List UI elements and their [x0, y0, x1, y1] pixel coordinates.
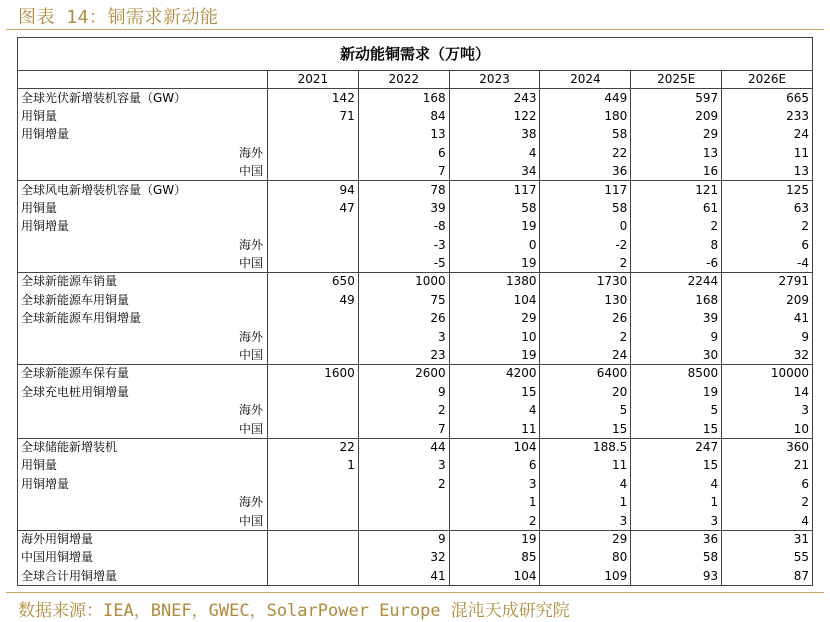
value-cell: 80 [540, 549, 631, 567]
value-cell [358, 512, 449, 530]
value-cell: 19 [449, 218, 540, 236]
value-cell: 5 [540, 402, 631, 420]
year-header: 2021 [268, 71, 359, 89]
row-sublabel: 海外 [18, 402, 268, 420]
value-cell: 84 [358, 107, 449, 125]
value-cell [268, 218, 359, 236]
table-row [18, 162, 813, 180]
value-cell: 87 [722, 567, 813, 585]
value-cell: 209 [631, 107, 722, 125]
value-cell: 2 [722, 218, 813, 236]
row-sublabel: 海外 [18, 236, 268, 254]
row-sublabel: 海外 [18, 328, 268, 346]
table-row [18, 493, 813, 511]
value-cell: 14 [722, 383, 813, 401]
value-cell: 21 [722, 457, 813, 475]
row-label: 中国用铜增量 [18, 549, 268, 567]
value-cell: 63 [722, 199, 813, 217]
value-cell: 122 [449, 107, 540, 125]
value-cell: 15 [631, 457, 722, 475]
value-cell: 29 [631, 126, 722, 144]
value-cell: 7 [358, 420, 449, 438]
value-cell: 13 [631, 144, 722, 162]
value-cell: 4 [449, 402, 540, 420]
value-cell: 121 [631, 181, 722, 199]
value-cell: 597 [631, 89, 722, 107]
value-cell: 58 [631, 549, 722, 567]
value-cell: 31 [722, 530, 813, 548]
value-cell [268, 402, 359, 420]
table-row [18, 530, 813, 548]
row-sublabel: 中国 [18, 346, 268, 364]
row-label: 海外用铜增量 [18, 530, 268, 548]
row-label: 全球储能新增装机 [18, 438, 268, 456]
value-cell: 1 [540, 493, 631, 511]
value-cell: 117 [540, 181, 631, 199]
value-cell: 4 [631, 475, 722, 493]
value-cell: 15 [540, 420, 631, 438]
value-cell: 125 [722, 181, 813, 199]
value-cell: 1 [631, 493, 722, 511]
row-label: 用铜增量 [18, 475, 268, 493]
value-cell: 19 [449, 530, 540, 548]
value-cell: 2 [358, 475, 449, 493]
value-cell: 130 [540, 291, 631, 309]
value-cell: 22 [268, 438, 359, 456]
value-cell: 11 [449, 420, 540, 438]
value-cell: 1600 [268, 365, 359, 383]
value-cell: 665 [722, 89, 813, 107]
table-row [18, 365, 813, 383]
row-sublabel: 海外 [18, 493, 268, 511]
table-row [18, 218, 813, 236]
value-cell: 7 [358, 162, 449, 180]
top-divider [6, 29, 824, 30]
row-label: 用铜量 [18, 107, 268, 125]
value-cell: 49 [268, 291, 359, 309]
value-cell: 34 [449, 162, 540, 180]
row-label: 用铜增量 [18, 126, 268, 144]
table-row [18, 438, 813, 456]
value-cell: 142 [268, 89, 359, 107]
value-cell: 6 [449, 457, 540, 475]
value-cell: 2 [722, 493, 813, 511]
value-cell: 26 [358, 310, 449, 328]
table-row [18, 310, 813, 328]
value-cell: 44 [358, 438, 449, 456]
value-cell: 11 [722, 144, 813, 162]
value-cell: 168 [358, 89, 449, 107]
value-cell: 3 [540, 512, 631, 530]
year-header-row [18, 71, 813, 89]
value-cell: 19 [449, 346, 540, 364]
table-row [18, 549, 813, 567]
value-cell: 24 [540, 346, 631, 364]
row-label: 全球新能源车销量 [18, 273, 268, 291]
table-row [18, 181, 813, 199]
value-cell: 8500 [631, 365, 722, 383]
value-cell [358, 493, 449, 511]
value-cell: 58 [540, 199, 631, 217]
row-label: 用铜增量 [18, 218, 268, 236]
value-cell [268, 567, 359, 585]
value-cell: 1000 [358, 273, 449, 291]
value-cell: 650 [268, 273, 359, 291]
value-cell: 4200 [449, 365, 540, 383]
value-cell [268, 420, 359, 438]
table-row [18, 273, 813, 291]
value-cell: 0 [540, 218, 631, 236]
value-cell: 2 [449, 512, 540, 530]
row-label: 用铜量 [18, 199, 268, 217]
bottom-divider [6, 592, 824, 593]
value-cell: 36 [631, 530, 722, 548]
value-cell: 30 [631, 346, 722, 364]
header-blank-cell [18, 71, 268, 89]
table-row [18, 512, 813, 530]
value-cell: 38 [449, 126, 540, 144]
value-cell: 104 [449, 291, 540, 309]
value-cell: 15 [449, 383, 540, 401]
value-cell: 209 [722, 291, 813, 309]
value-cell: 360 [722, 438, 813, 456]
value-cell: 2 [540, 328, 631, 346]
value-cell: 39 [358, 199, 449, 217]
value-cell: 233 [722, 107, 813, 125]
value-cell: -5 [358, 254, 449, 272]
value-cell: 3 [722, 402, 813, 420]
value-cell: 5 [631, 402, 722, 420]
table-row [18, 291, 813, 309]
value-cell: -4 [722, 254, 813, 272]
value-cell: 10 [449, 328, 540, 346]
value-cell [268, 236, 359, 254]
table-row [18, 328, 813, 346]
value-cell: 13 [358, 126, 449, 144]
value-cell [268, 512, 359, 530]
table-caption: 新动能铜需求（万吨） [18, 38, 813, 71]
value-cell: 23 [358, 346, 449, 364]
value-cell: 58 [449, 199, 540, 217]
value-cell [268, 254, 359, 272]
table-container [17, 37, 813, 586]
row-sublabel: 海外 [18, 144, 268, 162]
table-row [18, 402, 813, 420]
value-cell: 168 [631, 291, 722, 309]
value-cell [268, 126, 359, 144]
value-cell: 3 [358, 457, 449, 475]
value-cell: 41 [722, 310, 813, 328]
value-cell: 9 [631, 328, 722, 346]
value-cell: 10 [722, 420, 813, 438]
value-cell: 109 [540, 567, 631, 585]
table-row [18, 420, 813, 438]
value-cell: 15 [631, 420, 722, 438]
figure-title: 图表 14：铜需求新动能 [18, 7, 219, 28]
value-cell: 449 [540, 89, 631, 107]
table-row [18, 475, 813, 493]
row-label: 全球充电桩用铜增量 [18, 383, 268, 401]
table-row [18, 457, 813, 475]
value-cell: 6 [722, 475, 813, 493]
value-cell: 9 [722, 328, 813, 346]
value-cell: 55 [722, 549, 813, 567]
value-cell: -2 [540, 236, 631, 254]
row-label: 全球合计用铜增量 [18, 567, 268, 585]
row-label: 全球新能源车用铜量 [18, 291, 268, 309]
value-cell: -6 [631, 254, 722, 272]
value-cell: 1380 [449, 273, 540, 291]
value-cell: 2600 [358, 365, 449, 383]
value-cell: 26 [540, 310, 631, 328]
value-cell: 32 [358, 549, 449, 567]
value-cell: 3 [358, 328, 449, 346]
value-cell: 4 [722, 512, 813, 530]
value-cell: 117 [449, 181, 540, 199]
value-cell: -3 [358, 236, 449, 254]
value-cell: 29 [449, 310, 540, 328]
table-row [18, 254, 813, 272]
row-label: 全球风电新增装机容量（GW） [18, 181, 268, 199]
value-cell: 1 [449, 493, 540, 511]
value-cell: 6 [722, 236, 813, 254]
value-cell: 39 [631, 310, 722, 328]
value-cell: 19 [449, 254, 540, 272]
value-cell: 104 [449, 438, 540, 456]
value-cell: 78 [358, 181, 449, 199]
row-label: 全球光伏新增装机容量（GW） [18, 89, 268, 107]
value-cell: 3 [449, 475, 540, 493]
value-cell: 247 [631, 438, 722, 456]
value-cell: 13 [722, 162, 813, 180]
row-sublabel: 中国 [18, 254, 268, 272]
table-row [18, 199, 813, 217]
value-cell: 8 [631, 236, 722, 254]
table-row [18, 346, 813, 364]
value-cell: 71 [268, 107, 359, 125]
table-row [18, 383, 813, 401]
value-cell: 41 [358, 567, 449, 585]
value-cell: 4 [540, 475, 631, 493]
year-header: 2023 [449, 71, 540, 89]
table-row [18, 567, 813, 585]
value-cell: 3 [631, 512, 722, 530]
year-header: 2026E [722, 71, 813, 89]
value-cell: 180 [540, 107, 631, 125]
value-cell [268, 493, 359, 511]
value-cell: 104 [449, 567, 540, 585]
value-cell: 188.5 [540, 438, 631, 456]
value-cell: 2 [540, 254, 631, 272]
value-cell: 243 [449, 89, 540, 107]
value-cell: 6400 [540, 365, 631, 383]
row-label: 用铜量 [18, 457, 268, 475]
value-cell: -8 [358, 218, 449, 236]
value-cell: 58 [540, 126, 631, 144]
value-cell: 2244 [631, 273, 722, 291]
value-cell [268, 549, 359, 567]
year-header: 2022 [358, 71, 449, 89]
value-cell [268, 530, 359, 548]
table-row [18, 89, 813, 107]
value-cell: 47 [268, 199, 359, 217]
value-cell [268, 162, 359, 180]
table-row [18, 236, 813, 254]
value-cell: 94 [268, 181, 359, 199]
row-label: 全球新能源车用铜增量 [18, 310, 268, 328]
value-cell [268, 310, 359, 328]
value-cell: 32 [722, 346, 813, 364]
value-cell [268, 383, 359, 401]
value-cell [268, 346, 359, 364]
value-cell: 2 [631, 218, 722, 236]
value-cell: 22 [540, 144, 631, 162]
copper-demand-table [17, 37, 813, 586]
value-cell: 19 [631, 383, 722, 401]
value-cell: 93 [631, 567, 722, 585]
value-cell: 75 [358, 291, 449, 309]
row-label: 全球新能源车保有量 [18, 365, 268, 383]
value-cell: 6 [358, 144, 449, 162]
value-cell: 11 [540, 457, 631, 475]
row-sublabel: 中国 [18, 162, 268, 180]
table-row [18, 126, 813, 144]
source-note: 数据来源：IEA，BNEF，GWEC，SolarPower Europe 混沌天成研究院 [18, 601, 570, 621]
value-cell: 85 [449, 549, 540, 567]
value-cell: 4 [449, 144, 540, 162]
value-cell: 36 [540, 162, 631, 180]
value-cell: 29 [540, 530, 631, 548]
value-cell [268, 144, 359, 162]
row-sublabel: 中国 [18, 420, 268, 438]
value-cell: 1730 [540, 273, 631, 291]
row-sublabel: 中国 [18, 512, 268, 530]
value-cell: 1 [268, 457, 359, 475]
value-cell: 2791 [722, 273, 813, 291]
table-row [18, 107, 813, 125]
value-cell: 9 [358, 530, 449, 548]
value-cell: 10000 [722, 365, 813, 383]
year-header: 2025E [631, 71, 722, 89]
value-cell: 61 [631, 199, 722, 217]
value-cell: 20 [540, 383, 631, 401]
value-cell: 16 [631, 162, 722, 180]
table-row [18, 144, 813, 162]
value-cell: 0 [449, 236, 540, 254]
value-cell [268, 328, 359, 346]
value-cell: 2 [358, 402, 449, 420]
value-cell: 24 [722, 126, 813, 144]
year-header: 2024 [540, 71, 631, 89]
value-cell [268, 475, 359, 493]
value-cell: 9 [358, 383, 449, 401]
